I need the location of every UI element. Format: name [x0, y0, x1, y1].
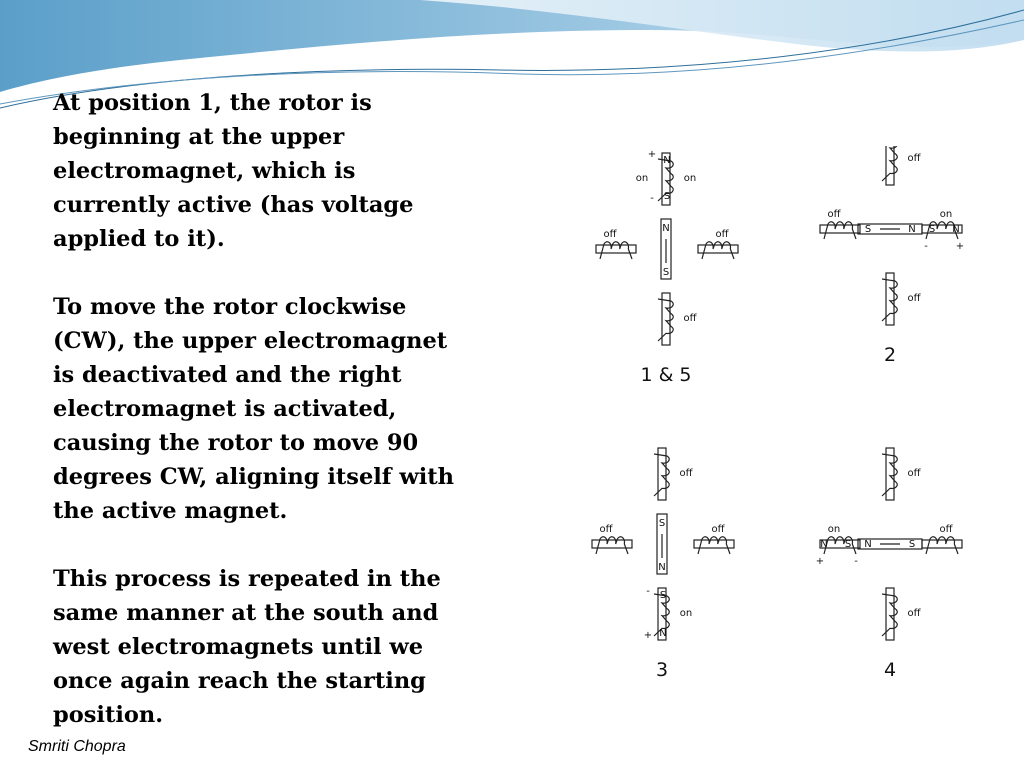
- coil-winding: [882, 454, 897, 496]
- panel-label: 4: [883, 659, 897, 681]
- rotor-pole-b: N: [908, 224, 916, 235]
- paragraph-2: To move the rotor clockwise (CW), the upper electromagnet is deactivated and the right electromagnet is activated, causing the rotor to move 90 degrees CW, aligning itself with the active magnet.: [53, 294, 454, 524]
- bottom-magnet-state: off: [907, 293, 921, 304]
- right-magnet-state: on: [939, 209, 953, 220]
- rotor-pole-b: S: [908, 539, 916, 550]
- rotor-pole-a: S: [864, 224, 872, 235]
- coil-winding: [882, 594, 897, 636]
- right-magnet-state: off: [711, 524, 725, 535]
- bottom-magnet-state: off: [907, 608, 921, 619]
- stepper-motor-diagram: [588, 146, 974, 712]
- coil-winding: [824, 537, 856, 554]
- coil-pole-south: S: [928, 224, 936, 235]
- motor-panel-4: [816, 448, 962, 681]
- on-state-label: on: [635, 173, 649, 184]
- polarity-minus: -: [854, 556, 858, 567]
- polarity-plus: +: [955, 241, 965, 252]
- author-footer: Smriti Chopra: [28, 738, 126, 755]
- slide-text: [53, 86, 473, 766]
- panel-label: 2: [883, 344, 897, 366]
- polarity-plus: +: [647, 149, 657, 160]
- rotor-pole-a: S: [658, 518, 666, 529]
- coil-pole-north: N: [663, 155, 671, 166]
- left-magnet-state: off: [827, 209, 841, 220]
- coil-winding: [882, 279, 897, 321]
- coil-winding: [926, 537, 958, 554]
- right-magnet-state: off: [715, 229, 729, 240]
- top-magnet-state: off: [907, 153, 921, 164]
- polarity-minus: -: [646, 586, 650, 597]
- panel-label: 3: [655, 659, 669, 681]
- coil-pole-south: S: [844, 539, 852, 550]
- polarity-plus: +: [643, 630, 653, 641]
- polarity-minus: -: [650, 193, 654, 204]
- top-magnet-state: on: [683, 173, 697, 184]
- bottom-magnet-state: on: [679, 608, 693, 619]
- right-magnet-state: off: [939, 524, 953, 535]
- paragraph-1: At position 1, the rotor is beginning at the upper electromagnet, which is currently active (has voltage applied to it).: [53, 90, 414, 252]
- left-magnet-state: on: [827, 524, 841, 535]
- polarity-minus: -: [924, 241, 928, 252]
- coil-winding: [658, 299, 673, 341]
- motor-panel-3: [592, 448, 734, 681]
- left-magnet-state: off: [603, 229, 617, 240]
- polarity-plus: +: [815, 556, 825, 567]
- motor-panel-2: [820, 146, 964, 366]
- rotor-pole-a: N: [864, 539, 872, 550]
- paragraph-3: This process is repeated in the same manner at the south and west electromagnets until we once again reach the starting position.: [53, 566, 441, 728]
- coil-pole-south: S: [663, 191, 671, 202]
- rotor-pole-a: N: [662, 223, 670, 234]
- coil-pole-north: N: [820, 539, 828, 550]
- coil-winding: [596, 537, 628, 554]
- coil-pole-north: N: [952, 224, 960, 235]
- panel-label: 1 & 5: [640, 364, 692, 386]
- coil-winding: [654, 454, 669, 496]
- top-magnet-state: off: [679, 468, 693, 479]
- rotor-pole-b: N: [658, 562, 666, 573]
- top-magnet-state: off: [907, 468, 921, 479]
- coil-winding: [882, 146, 897, 181]
- left-magnet-state: off: [599, 524, 613, 535]
- coil-pole-south: S: [659, 590, 667, 601]
- coil-winding: [698, 537, 730, 554]
- coil-winding: [824, 222, 856, 239]
- bottom-magnet-state: off: [683, 313, 697, 324]
- rotor-pole-b: S: [662, 267, 670, 278]
- coil-pole-north: N: [659, 628, 667, 639]
- coil-winding: [600, 242, 632, 259]
- coil-winding: [702, 242, 734, 259]
- motor-panel-1: [596, 149, 738, 386]
